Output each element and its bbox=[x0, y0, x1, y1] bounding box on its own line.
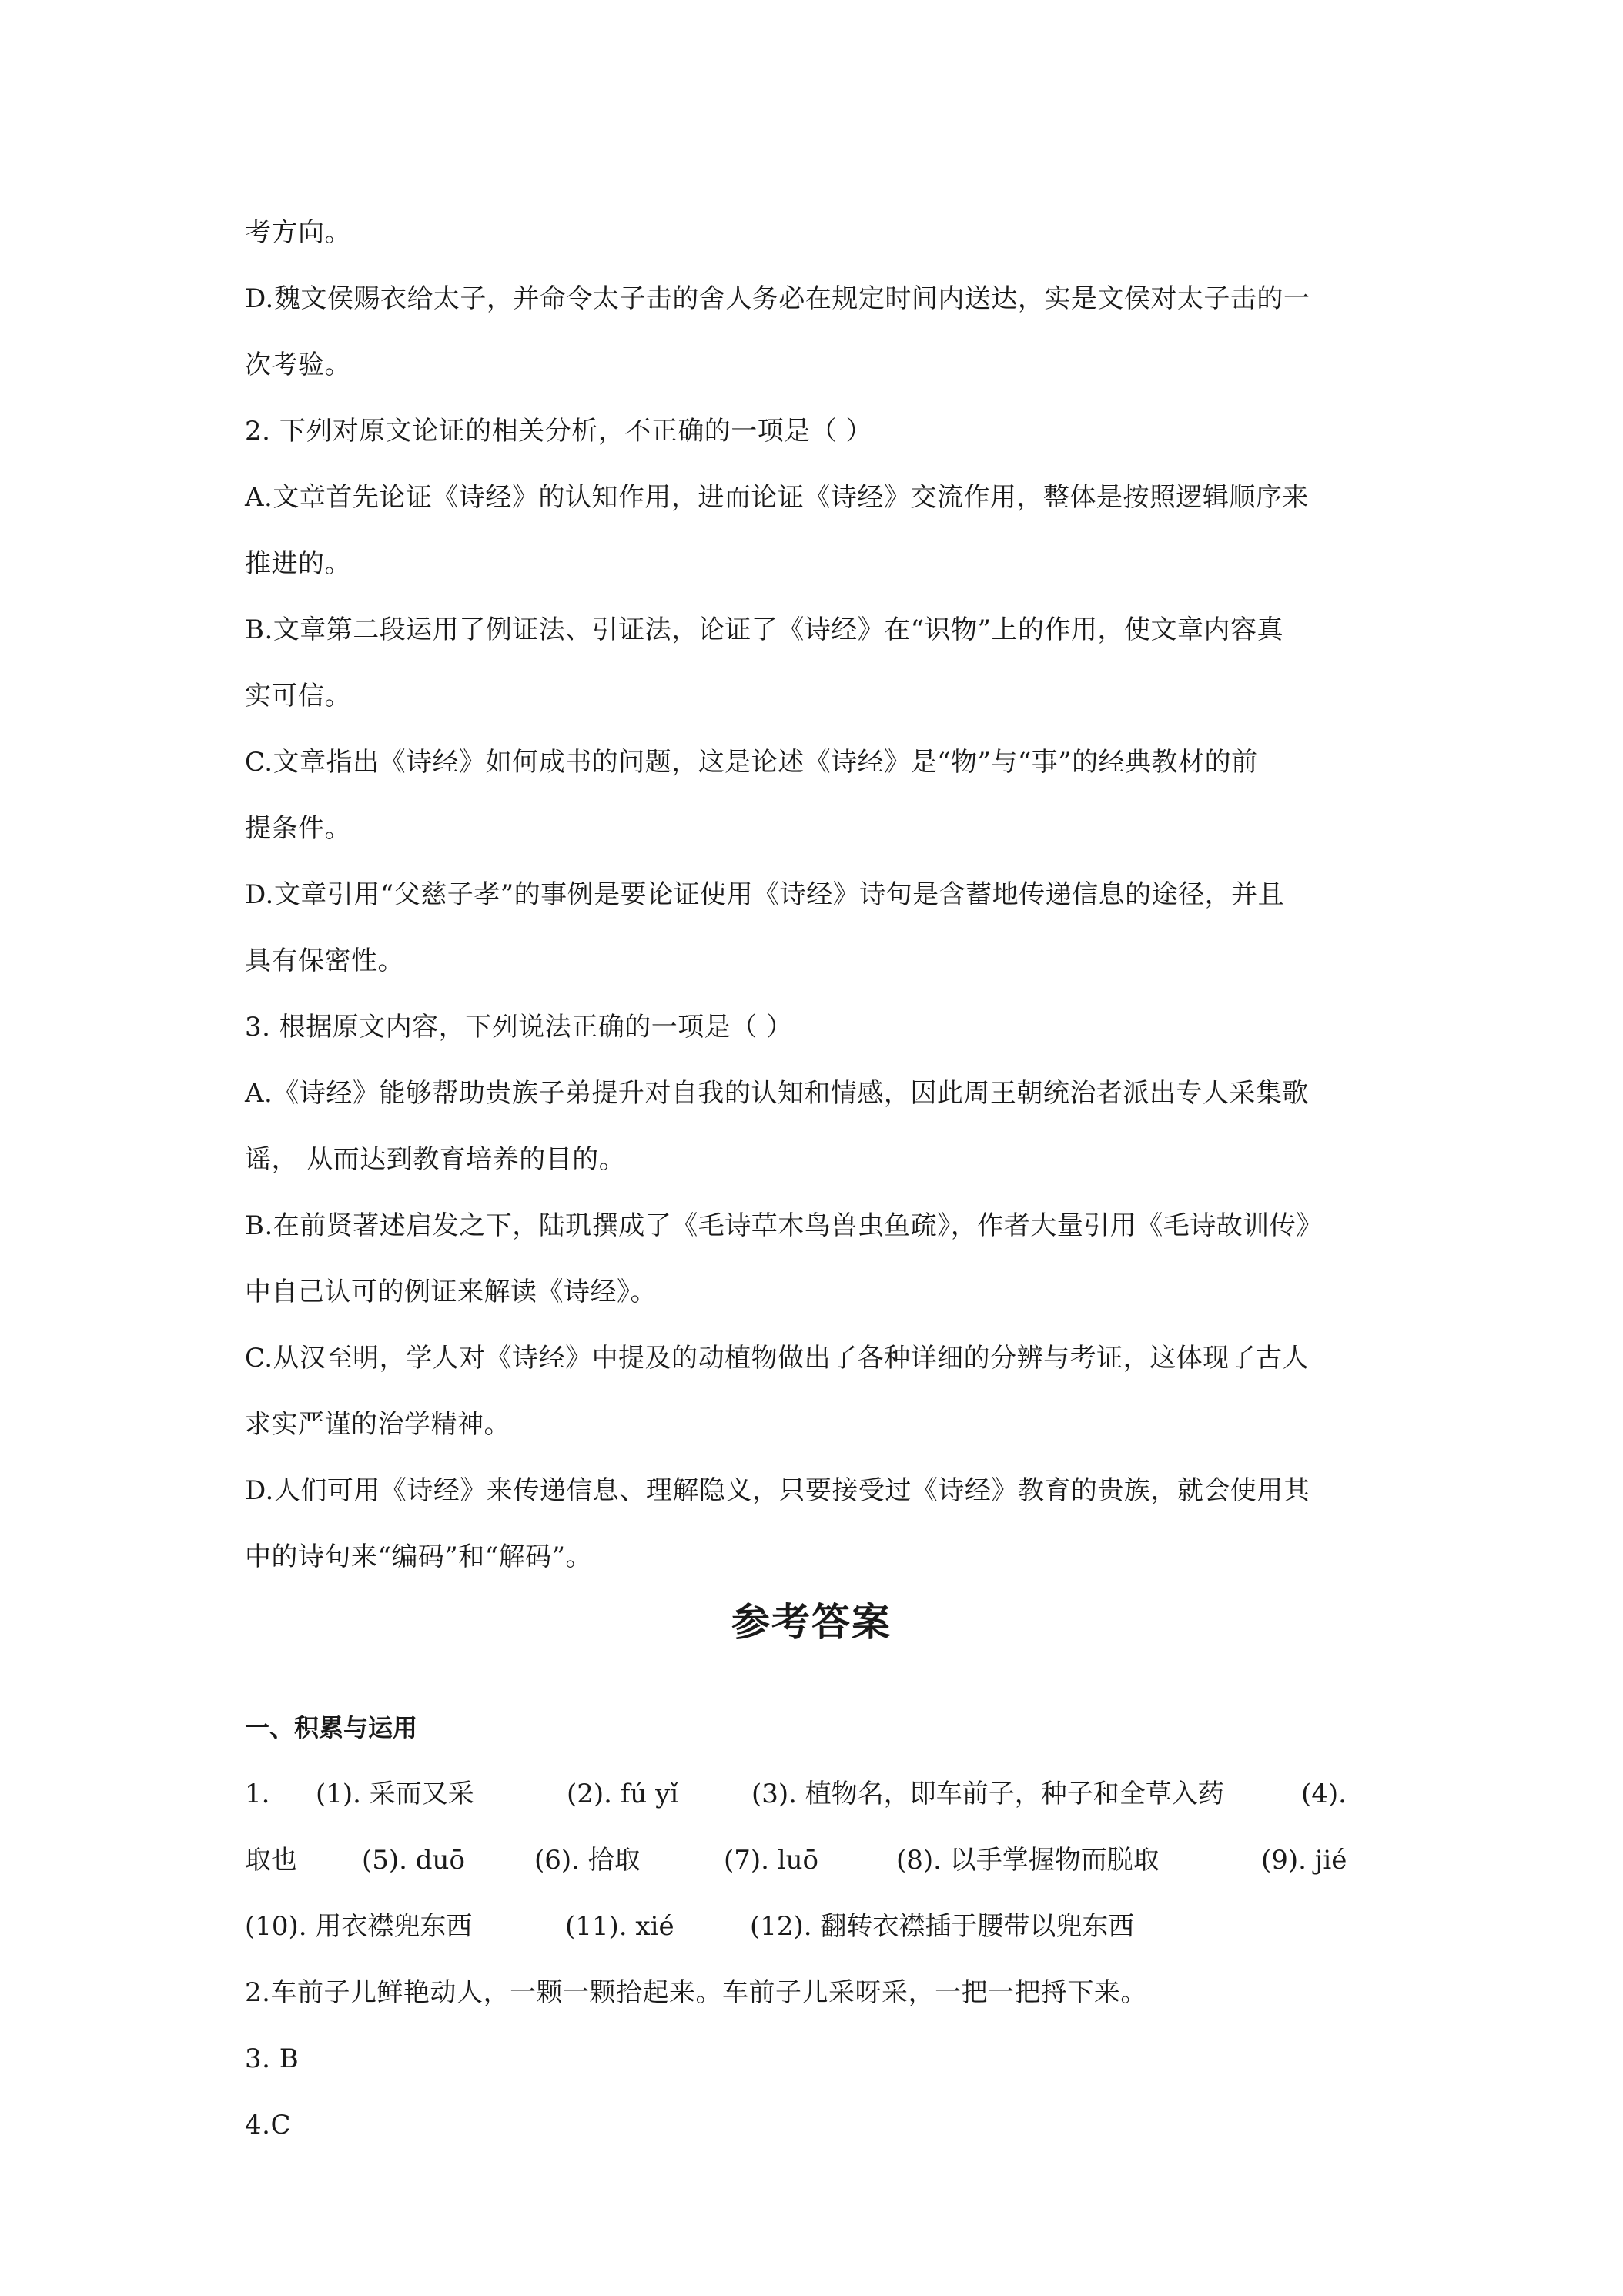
answer-key-title: 参考答案 bbox=[731, 1600, 892, 1645]
answer-item: (8). 以手掌握物而脱取 bbox=[896, 1845, 1160, 1876]
q1-continuation: 考方向。 bbox=[245, 217, 351, 248]
q3-option-d-line1: D.人们可用《诗经》来传递信息、理解隐义，只要接受过《诗经》教育的贵族，就会使用其 bbox=[245, 1475, 1310, 1506]
q3-option-c-line1: C.从汉至明，学人对《诗经》中提及的动植物做出了各种详细的分辨与考证，这体现了古人 bbox=[245, 1343, 1310, 1374]
answer-item: (3). 植物名，即车前子，种子和全草入药 bbox=[751, 1779, 1224, 1809]
answer-3: 3. B bbox=[245, 2043, 300, 2074]
q3-option-d-line2: 中的诗句来“编码”和“解码”。 bbox=[245, 1541, 593, 1572]
q2-option-b-line1: B.文章第二段运用了例证法、引证法，论证了《诗经》在“识物”上的作用，使文章内容真 bbox=[245, 614, 1284, 645]
answer-2: 2.车前子儿鲜艳动人，一颗一颗拾起来。车前子儿采呀采，一把一把捋下来。 bbox=[245, 1977, 1147, 2008]
q1-option-d-line2: 次考验。 bbox=[245, 350, 351, 380]
q2-option-c-line1: C.文章指出《诗经》如何成书的问题，这是论述《诗经》是“物”与“事”的经典教材的前 bbox=[245, 747, 1258, 778]
q3-stem: 3. 根据原文内容，下列说法正确的一项是（ ） bbox=[245, 1012, 793, 1043]
answer-item: (4). bbox=[1301, 1779, 1347, 1809]
answer-item: (12). 翻转衣襟插于腰带以兜东西 bbox=[750, 1911, 1135, 1942]
answer-4: 4.C bbox=[245, 2110, 291, 2140]
answer-item: (9). jié bbox=[1261, 1845, 1347, 1876]
q2-option-c-line2: 提条件。 bbox=[245, 813, 351, 844]
answer-item: (5). duō bbox=[362, 1845, 465, 1876]
q2-option-a-line2: 推进的。 bbox=[245, 548, 351, 579]
answer-item: (10). 用衣襟兜东西 bbox=[245, 1911, 473, 1942]
answer-item: (1). 采而又采 bbox=[316, 1779, 474, 1809]
q3-option-a-line1: A.《诗经》能够帮助贵族子弟提升对自我的认知和情感，因此周王朝统治者派出专人采集歌 bbox=[245, 1078, 1309, 1109]
q2-option-a-line1: A.文章首先论证《诗经》的认知作用，进而论证《诗经》交流作用，整体是按照逻辑顺序来 bbox=[245, 482, 1309, 513]
q3-option-b-line2: 中自己认可的例证来解读《诗经》。 bbox=[245, 1277, 657, 1307]
answer-item: (11). xié bbox=[565, 1911, 674, 1942]
q3-option-b-line1: B.在前贤著述启发之下，陆玑撰成了《毛诗草木鸟兽虫鱼疏》，作者大量引用《毛诗故训传》 bbox=[245, 1210, 1323, 1241]
answer-item: (2). fú yǐ bbox=[567, 1779, 679, 1809]
answer-item: (6). 拾取 bbox=[534, 1845, 641, 1876]
answer-item: 1. bbox=[245, 1779, 270, 1809]
answer-item: (7). luō bbox=[724, 1845, 819, 1876]
q1-option-d-line1: D.魏文侯赐衣给太子，并命令太子击的舍人务必在规定时间内送达，实是文侯对太子击的一 bbox=[245, 283, 1310, 314]
section-heading: 一、积累与运用 bbox=[245, 1713, 418, 1742]
answer-item: 取也 bbox=[245, 1845, 297, 1876]
q2-option-d-line2: 具有保密性。 bbox=[245, 946, 404, 976]
q2-option-b-line2: 实可信。 bbox=[245, 681, 351, 711]
q3-option-c-line2: 求实严谨的治学精神。 bbox=[245, 1409, 510, 1440]
q2-option-d-line1: D.文章引用“父慈子孝”的事例是要论证使用《诗经》诗句是含蓄地传递信息的途径，并且 bbox=[245, 879, 1285, 910]
q3-option-a-line2: 谣， 从而达到教育培养的目的。 bbox=[245, 1144, 626, 1175]
q2-stem: 2. 下列对原文论证的相关分析，不正确的一项是（ ） bbox=[245, 416, 873, 447]
